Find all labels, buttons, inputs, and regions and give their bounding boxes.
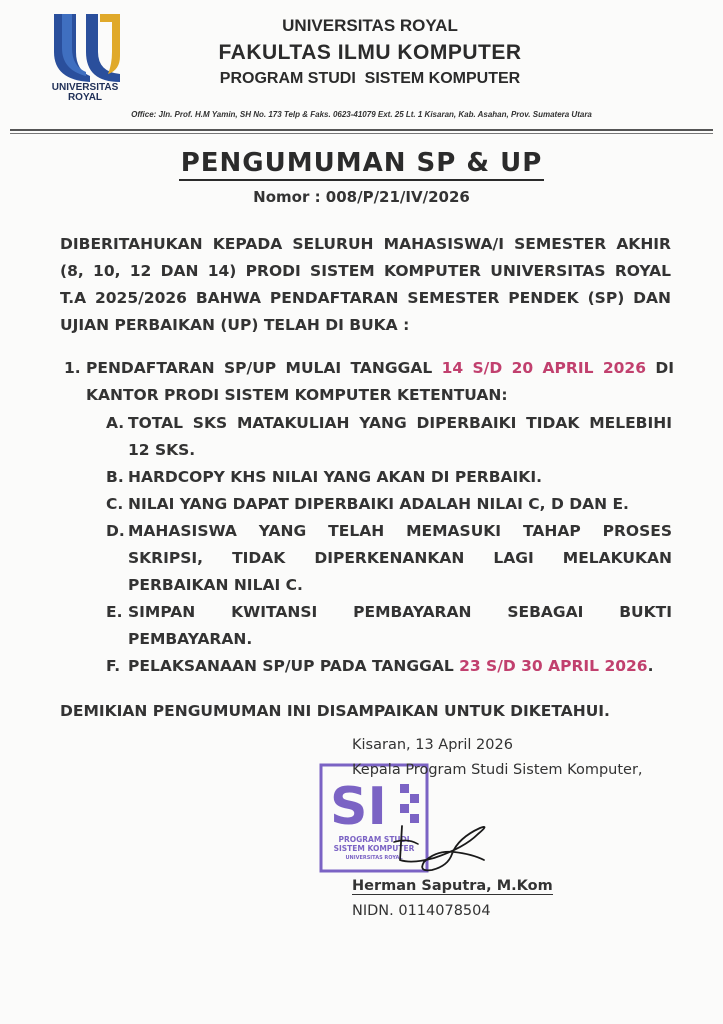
document-number: Nomor : 008/P/21/IV/2026 [253,188,470,206]
faculty-name: FAKULTAS ILMU KOMPUTER [218,41,522,64]
subitem-text: . [647,657,654,675]
subitem-text: 12 SKS. [128,441,196,459]
handwritten-signature-icon [388,820,498,880]
subitem-text: HARDCOPY KHS NILAI YANG AKAN DI PERBAIKI. [128,468,542,486]
subitem-text: PERBAIKAN NILAI C. [128,576,303,594]
registration-date: 14 S/D 20 APRIL 2026 [441,359,646,377]
list-number: 1. [64,359,81,377]
list-item-body [86,355,674,409]
subitem-letter: F. [106,657,121,675]
university-name: UNIVERSITAS ROYAL [282,16,458,35]
item-text: PENDAFTARAN SP/UP MULAI TANGGAL [86,359,442,377]
execution-date: 23 S/D 30 APRIL 2026 [459,657,648,675]
intro-paragraph [60,231,671,339]
svg-text:SI: SI [330,777,387,837]
signer-position: Kepala Program Studi Sistem Komputer, [352,762,643,778]
header-rule-thick [10,129,713,131]
subitem-letter: E. [106,603,123,621]
subitem-text: MAHASISWA YANG TELAH MEMASUKI TAHAP PROSES [128,522,672,540]
office-address: Office: Jln. Prof. H.M Yamin, SH No. 173 Telp & Faks. 0623-41079 Ext. 25 Lt. 1 Kisaran, Kab. Asahan, Prov. Sumatera Utara [131,110,592,119]
item-text: DI [645,359,674,377]
subitem-letter: C. [106,495,124,513]
stamp-text: UNIVERSITAS ROYAL [345,855,403,861]
signer-nidn: NIDN. 0114078504 [352,903,491,919]
subitem-text: PEMBAYARAN. [128,630,253,648]
program-name: PROGRAM STUDI SISTEM KOMPUTER [219,70,521,87]
stamp-text: PROGRAM STUDI [338,835,410,844]
subitem-text: PELAKSANAAN SP/UP PADA TANGGAL [128,657,460,675]
closing-statement: DEMIKIAN PENGUMUMAN INI DISAMPAIKAN UNTUK DIKETAHUI. [60,702,610,720]
subitem-text: NILAI YANG DAPAT DIPERBAIKI ADALAH NILAI C, D DAN E. [128,495,629,513]
subitem-letter: A. [106,414,125,432]
subitem-letter: D. [106,522,125,540]
intro-line: UJIAN PERBAIKAN (UP) TELAH DI BUKA : [60,316,410,334]
intro-line: DIBERITAHUKAN KEPADA SELURUH MAHASISWA/I SEMESTER AKHIR [60,235,671,253]
subitem-letter: B. [106,468,124,486]
item-text: KANTOR PRODI SISTEM KOMPUTER KETENTUAN: [86,386,508,404]
intro-line: (8, 10, 12 DAN 14) PRODI SISTEM KOMPUTER UNIVERSITAS ROYAL [60,262,671,280]
logo-text: UNIVERSITAS ROYAL [51,82,119,103]
document-title: PENGUMUMAN SP & UP [0,148,723,178]
letterhead [0,0,723,140]
stamp-text: SISTEM KOMPUTER [333,844,415,853]
subitem-text: SIMPAN KWITANSI PEMBAYARAN SEBAGAI BUKTI [128,603,672,621]
intro-line: T.A 2025/2026 BAHWA PENDAFTARAN SEMESTER PENDEK (SP) DAN [60,289,671,307]
subitem-text: SKRIPSI, TIDAK DIPERKENANKAN LAGI MELAKUKAN [128,549,672,567]
subitem-text: TOTAL SKS MATAKULIAH YANG DIPERBAIKI TIDAK MELEBIHI [128,414,672,432]
place-date: Kisaran, 13 April 2026 [352,737,513,753]
signer-name: Herman Saputra, M.Kom [352,878,553,894]
header-rule-thin [10,133,713,134]
